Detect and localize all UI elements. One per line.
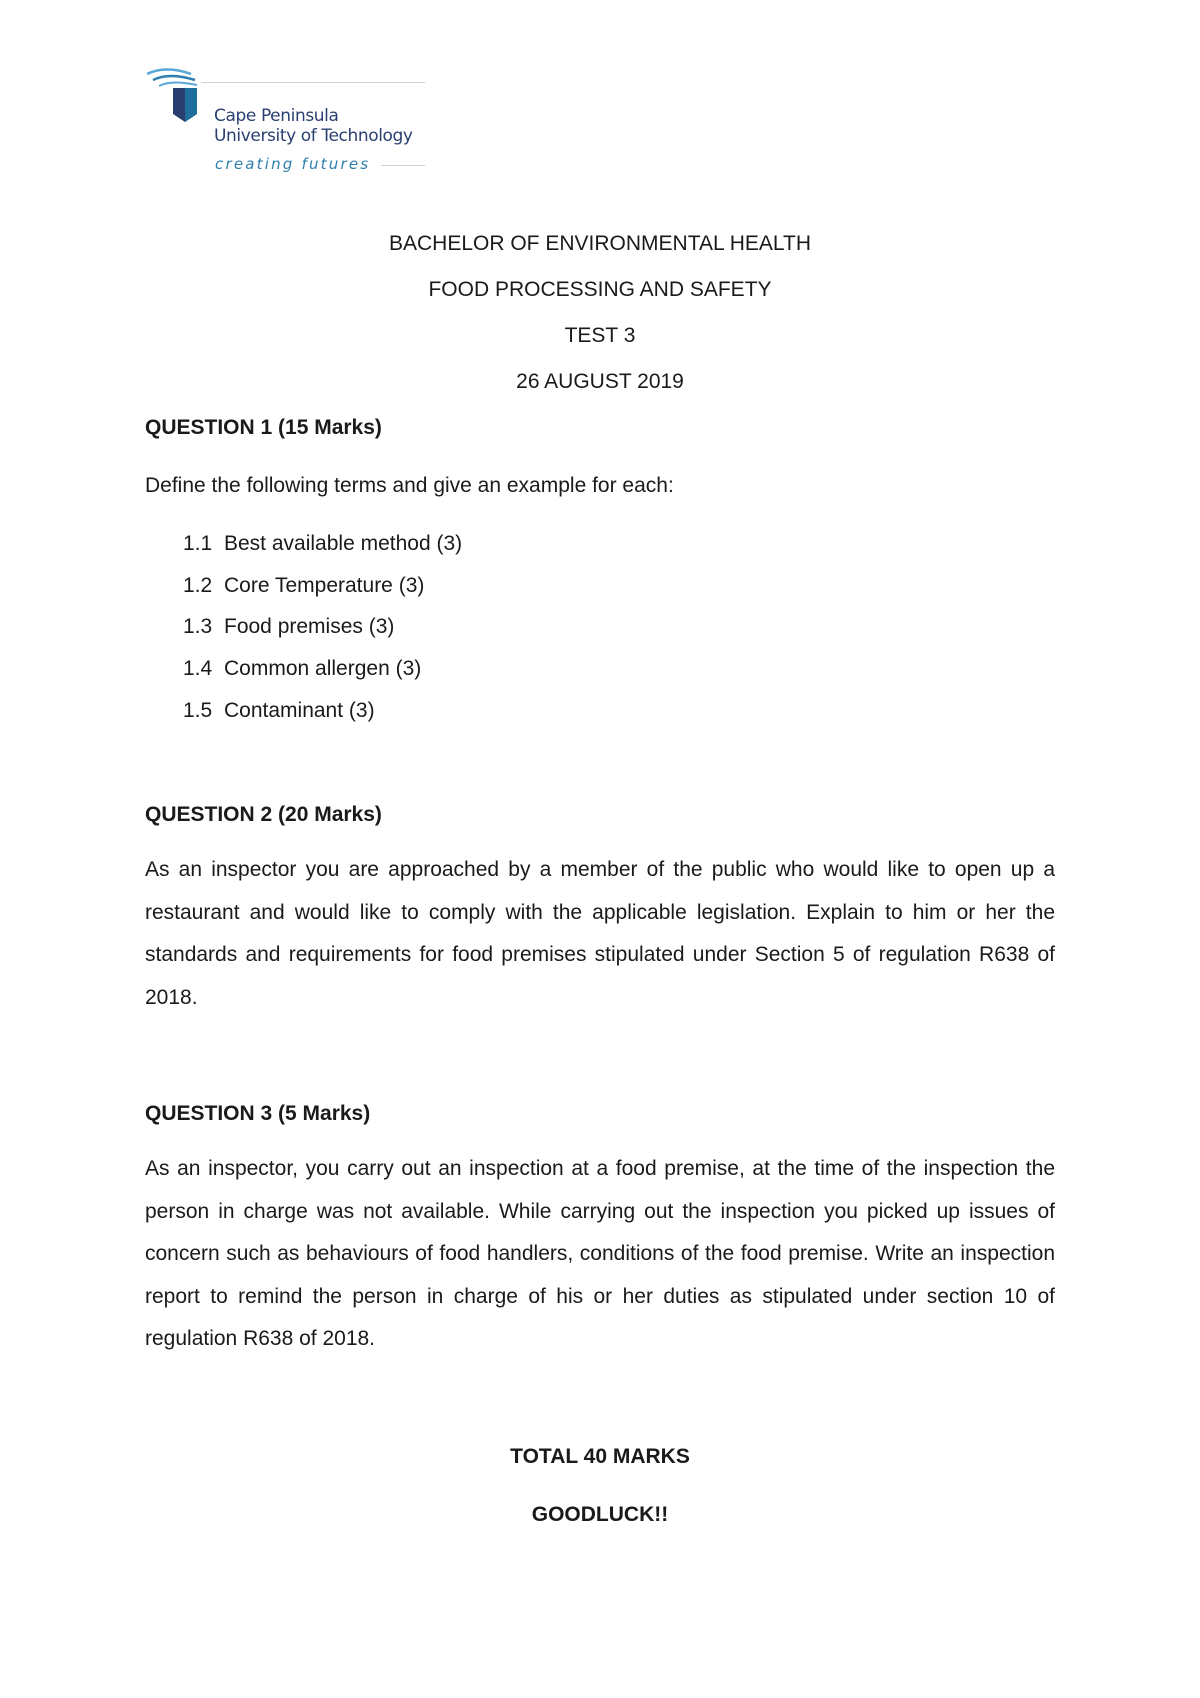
question3-heading: QUESTION 3 (5 Marks): [145, 1102, 371, 1125]
logo-name-line2: University of Technology: [214, 126, 413, 146]
list-item: [183, 573, 424, 599]
logo-tagline: creating futures: [215, 155, 371, 173]
question2-heading: QUESTION 2 (20 Marks): [145, 803, 382, 826]
list-item-text: Food premises (3): [224, 615, 395, 638]
list-item-number: 1.4: [183, 657, 213, 680]
list-item: [183, 614, 394, 640]
question1-instruction: Define the following terms and give an example for each:: [145, 474, 674, 497]
list-item-text: Best available method (3): [224, 532, 463, 555]
subject-title: FOOD PROCESSING AND SAFETY: [428, 278, 772, 301]
question2-body: As an inspector you are approached by a member of the public who would like to open up a restaurant and would like to comply with the applicable legislation. Explain to him or her the standards and requirements for food premises stipulated under Section 5 of regulation R638 of 2018.: [145, 858, 1055, 1009]
test-title: TEST 3: [564, 324, 636, 347]
logo-name-line1: Cape Peninsula: [214, 106, 339, 126]
total-marks: TOTAL 40 MARKS: [510, 1445, 690, 1468]
list-item-number: 1.5: [183, 699, 213, 722]
list-item-text: Core Temperature (3): [224, 574, 425, 597]
list-item-number: 1.2: [183, 574, 213, 597]
list-item-number: 1.1: [183, 532, 213, 555]
closing-message: GOODLUCK!!: [531, 1503, 669, 1526]
list-item: [183, 531, 462, 557]
logo-top-rule: [201, 82, 425, 83]
test-date: 26 AUGUST 2019: [516, 370, 684, 393]
question1-heading: QUESTION 1 (15 Marks): [145, 416, 382, 439]
cput-emblem-icon: [145, 66, 215, 126]
list-item-number: 1.3: [183, 615, 213, 638]
programme-title: BACHELOR OF ENVIRONMENTAL HEALTH: [388, 232, 811, 255]
question3-body: As an inspector, you carry out an inspection at a food premise, at the time of the inspection the person in charge was not available. While carrying out the inspection you picked up issues of concern such as behaviours of food handlers, conditions of the food premise. Write an inspection report to remind the person in charge of his or her duties as stipulated under section 10 of regulation R638 of 2018.: [145, 1157, 1055, 1350]
list-item: [183, 698, 375, 724]
list-item-text: Contaminant (3): [224, 699, 375, 722]
list-item: [183, 656, 421, 682]
cput-logo: [145, 66, 425, 182]
logo-bottom-rule: [381, 165, 425, 166]
list-item-text: Common allergen (3): [224, 657, 422, 680]
